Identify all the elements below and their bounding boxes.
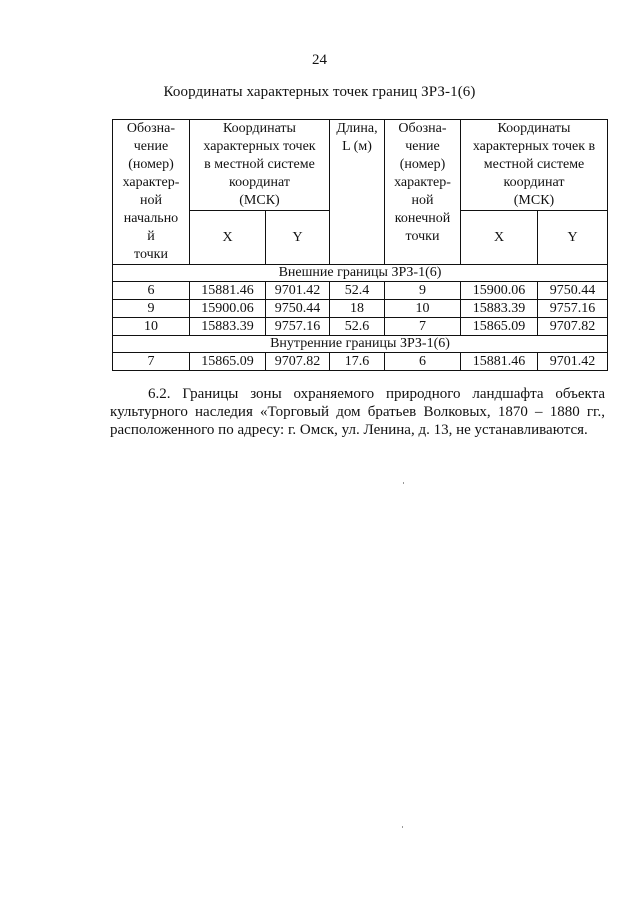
section-title-outer: Внешние границы ЗРЗ-1(6) xyxy=(113,265,608,282)
cell-end-x: 15881.46 xyxy=(461,353,538,371)
cell-end-y: 9750.44 xyxy=(538,282,608,300)
header-end-x: X xyxy=(461,211,538,265)
table-title: Координаты характерных точек границ ЗРЗ-1(6) xyxy=(163,84,476,100)
scan-speck xyxy=(403,482,404,484)
header-end-point-line: характер- xyxy=(394,175,451,190)
header-end-point-line: чение xyxy=(405,139,440,154)
cell-length: 52.4 xyxy=(330,282,385,300)
header-length-line: Длина, xyxy=(336,121,378,136)
header-length-line: L (м) xyxy=(342,139,372,154)
cell-start-y: 9701.42 xyxy=(266,282,330,300)
paragraph-text: 6.2. Границы зоны охраняемого природного ландшафта объекта культурного наследия «Торговый дом братьев Волковых, 1870 – 1880 гг., расположенного по адресу: г. Омск, ул. Ленина, д. 13, не устанавливаются. xyxy=(110,386,605,438)
header-start-coordinates-line: характерных точек xyxy=(203,139,316,154)
section-paragraph xyxy=(110,385,605,439)
header-start-coordinates-line: координат xyxy=(229,175,290,190)
cell-end-point: 6 xyxy=(385,353,461,371)
header-end-coordinates-line: (МСК) xyxy=(513,193,555,208)
scan-speck xyxy=(402,826,403,828)
cell-start-y: 9750.44 xyxy=(266,300,330,318)
cell-end-point: 9 xyxy=(385,282,461,300)
cell-start-point: 9 xyxy=(113,300,190,318)
cell-start-x: 15881.46 xyxy=(190,282,266,300)
cell-end-x: 15900.06 xyxy=(461,282,538,300)
section-title-inner: Внутренние границы ЗРЗ-1(6) xyxy=(113,336,608,353)
header-length xyxy=(330,120,385,265)
header-start-y: Y xyxy=(266,211,330,265)
cell-end-y: 9757.16 xyxy=(538,300,608,318)
header-end-coordinates-line: Координаты xyxy=(497,121,571,136)
header-end-coordinates-line: координат xyxy=(503,175,565,190)
cell-start-point: 6 xyxy=(113,282,190,300)
cell-end-x: 15865.09 xyxy=(461,318,538,336)
header-start-point-line: точки xyxy=(134,247,168,262)
header-end-point-line: Обозна- xyxy=(398,121,447,136)
header-end-point-line: конечной xyxy=(394,211,451,226)
table-row xyxy=(113,282,608,300)
header-end-point-line: точки xyxy=(405,229,440,244)
header-start-coordinates-line: (МСК) xyxy=(239,193,280,208)
page-number: 24 xyxy=(312,52,327,68)
header-start-point-line: (номер) xyxy=(128,157,174,172)
coordinates-table xyxy=(112,119,608,371)
cell-start-point: 10 xyxy=(113,318,190,336)
cell-start-x: 15883.39 xyxy=(190,318,266,336)
header-start-coordinates xyxy=(190,120,330,211)
cell-end-point: 7 xyxy=(385,318,461,336)
header-start-coordinates-line: в местной системе xyxy=(204,157,315,172)
cell-end-point: 10 xyxy=(385,300,461,318)
header-end-point-line: ной xyxy=(411,193,434,208)
header-end-coordinates-line: местной системе xyxy=(483,157,585,172)
header-end-point xyxy=(385,120,461,265)
table-row xyxy=(113,353,608,371)
cell-end-x: 15883.39 xyxy=(461,300,538,318)
header-start-coordinates-line: Координаты xyxy=(223,121,296,136)
header-end-y: Y xyxy=(538,211,608,265)
header-start-point xyxy=(113,120,190,265)
cell-length: 18 xyxy=(330,300,385,318)
header-end-coordinates xyxy=(461,120,608,211)
header-start-point-line: й xyxy=(147,229,155,244)
cell-length: 52.6 xyxy=(330,318,385,336)
cell-start-y: 9707.82 xyxy=(266,353,330,371)
header-start-x: X xyxy=(190,211,266,265)
table-row xyxy=(113,318,608,336)
table-row xyxy=(113,300,608,318)
header-start-point-line: начально xyxy=(123,211,179,226)
cell-start-y: 9757.16 xyxy=(266,318,330,336)
header-end-point-line: (номер) xyxy=(399,157,446,172)
cell-end-y: 9701.42 xyxy=(538,353,608,371)
header-start-point-line: характер- xyxy=(122,175,180,190)
cell-start-point: 7 xyxy=(113,353,190,371)
cell-length: 17.6 xyxy=(330,353,385,371)
header-start-point-line: ной xyxy=(140,193,162,208)
header-start-point-line: чение xyxy=(133,139,169,154)
header-end-coordinates-line: характерных точек в xyxy=(472,139,596,154)
cell-start-x: 15900.06 xyxy=(190,300,266,318)
cell-start-x: 15865.09 xyxy=(190,353,266,371)
cell-end-y: 9707.82 xyxy=(538,318,608,336)
header-start-point-line: Обозна- xyxy=(126,121,176,136)
